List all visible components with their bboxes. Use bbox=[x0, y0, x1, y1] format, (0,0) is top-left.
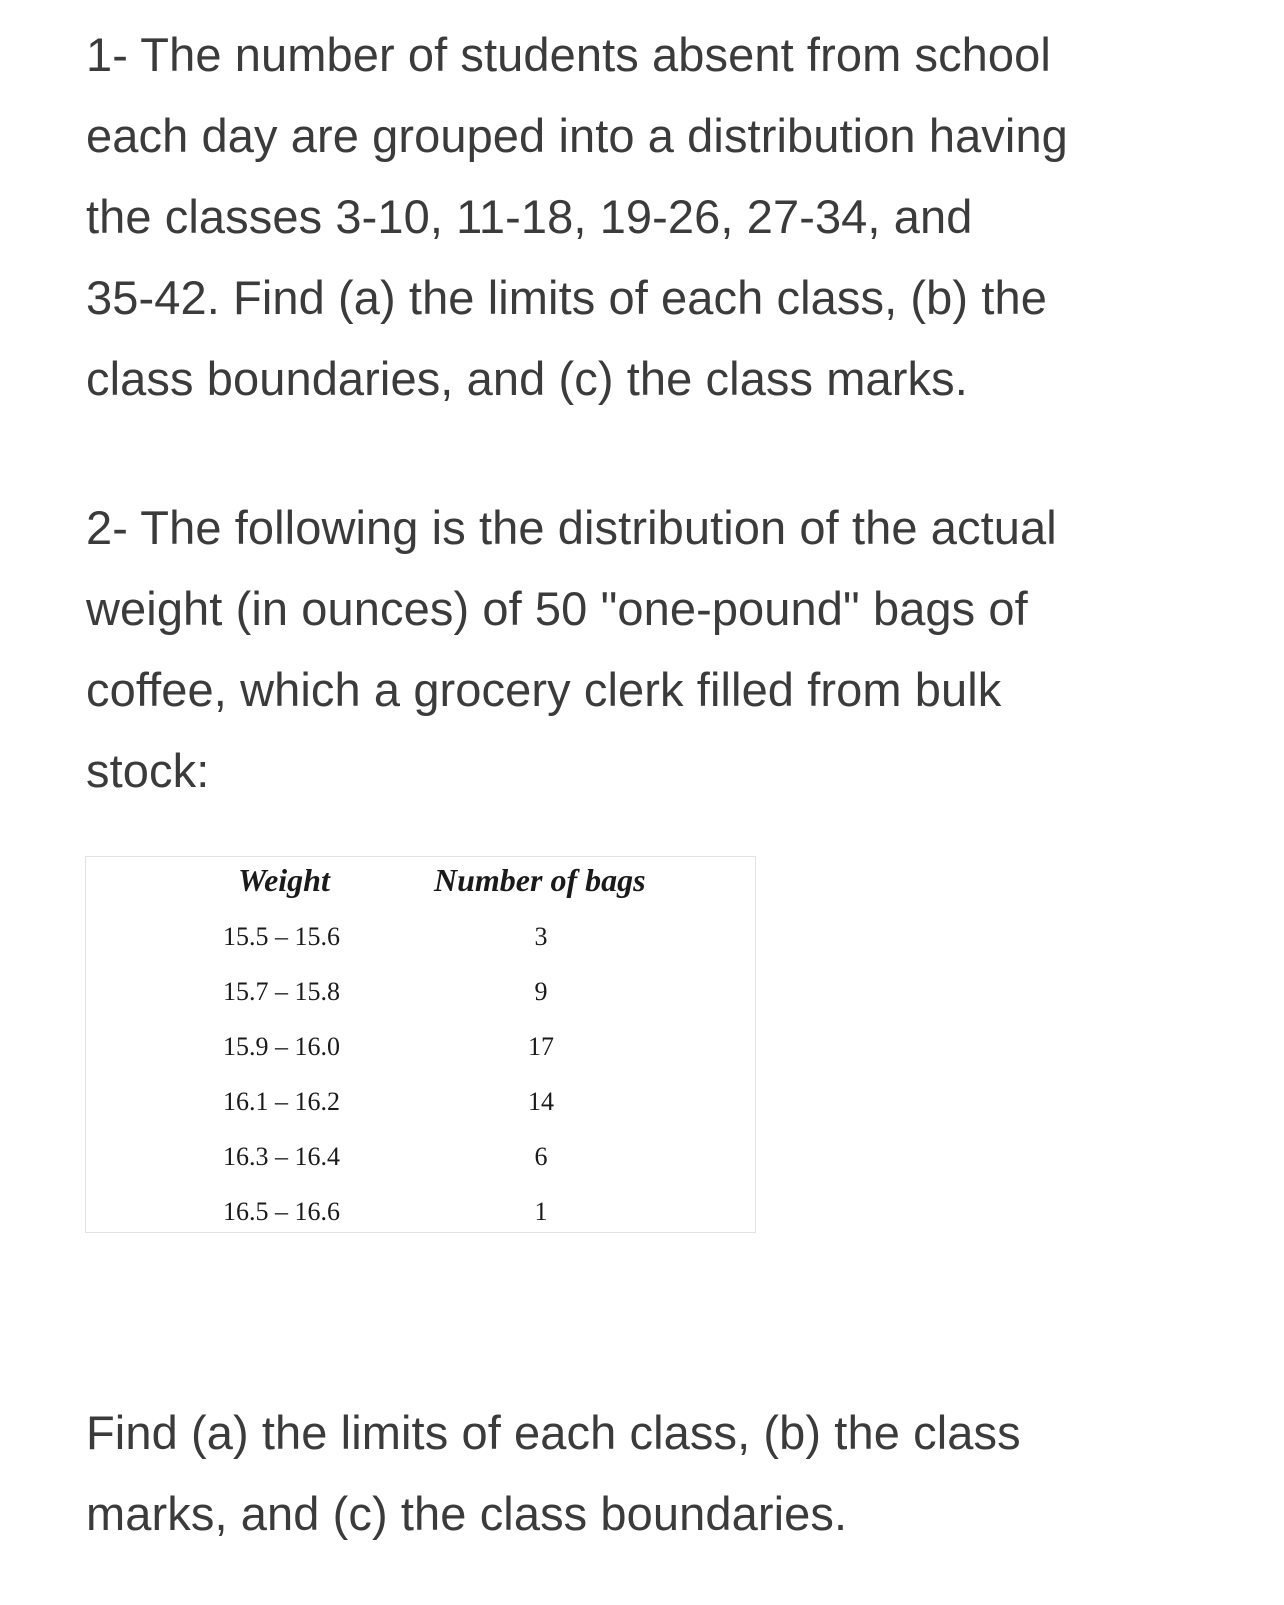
weight-cell: 15.9 – 16.0 bbox=[223, 1032, 340, 1061]
table-row bbox=[86, 1032, 755, 1087]
bags-cell: 3 bbox=[534, 922, 548, 951]
table-row bbox=[86, 1197, 755, 1252]
question-2-line: stock: bbox=[86, 744, 210, 797]
table-row bbox=[86, 1087, 755, 1142]
bags-cell: 6 bbox=[534, 1142, 548, 1171]
bags-cell: 1 bbox=[534, 1197, 548, 1226]
weight-cell: 16.3 – 16.4 bbox=[223, 1142, 340, 1171]
question-2-line: 2- The following is the distribution of the actual bbox=[86, 501, 1057, 554]
table-row bbox=[86, 922, 755, 977]
question-1-line: class boundaries, and (c) the class marks. bbox=[86, 352, 968, 405]
question-2-line: weight (in ounces) of 50 "one-pound" bags of bbox=[86, 582, 1028, 635]
weight-cell: 15.7 – 15.8 bbox=[223, 977, 340, 1006]
question-1-line: the classes 3-10, 11-18, 19-26, 27-34, and bbox=[86, 190, 973, 243]
question-3-line: marks, and (c) the class boundaries. bbox=[86, 1487, 848, 1540]
bags-cell: 9 bbox=[534, 977, 548, 1006]
weight-distribution-table bbox=[85, 856, 756, 1233]
bags-cell: 17 bbox=[528, 1032, 554, 1061]
question-3-line: Find (a) the limits of each class, (b) the class bbox=[86, 1406, 1021, 1459]
table-header-number-of-bags: Number of bags bbox=[434, 862, 646, 898]
question-2-text bbox=[86, 487, 1236, 811]
question-1-line: 35-42. Find (a) the limits of each class, (b) the bbox=[86, 271, 1047, 324]
weight-cell: 15.5 – 15.6 bbox=[223, 922, 340, 951]
table-header-weight: Weight bbox=[238, 862, 330, 898]
question-1-line: each day are grouped into a distribution having bbox=[86, 109, 1068, 162]
weight-cell: 16.1 – 16.2 bbox=[223, 1087, 340, 1116]
question-3-text bbox=[86, 1392, 1236, 1554]
weight-cell: 16.5 – 16.6 bbox=[223, 1197, 340, 1226]
bags-cell: 14 bbox=[528, 1087, 554, 1116]
table-row bbox=[86, 1142, 755, 1197]
question-1-line: 1- The number of students absent from school bbox=[86, 28, 1051, 81]
question-2-line: coffee, which a grocery clerk filled from bulk bbox=[86, 663, 1002, 716]
question-1-text bbox=[86, 14, 1236, 419]
table-row bbox=[86, 977, 755, 1032]
